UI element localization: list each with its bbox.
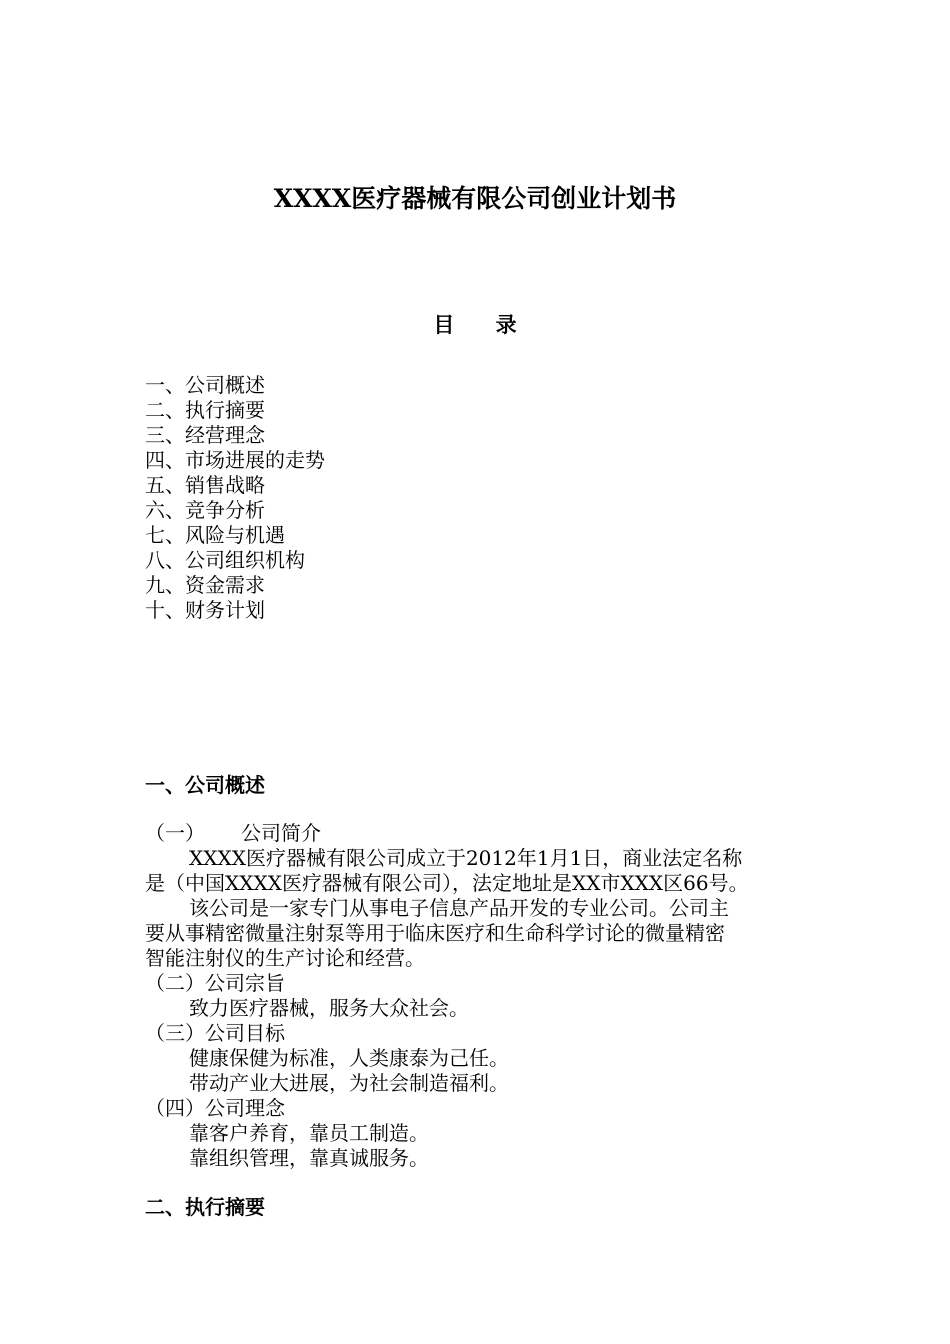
table-of-contents bbox=[145, 373, 325, 623]
section-heading-company-overview: 一、公司概述 bbox=[145, 773, 265, 797]
paragraph-line: 健康保健为标准，人类康泰为己任。 bbox=[189, 1046, 509, 1070]
section-heading-executive-summary: 二、执行摘要 bbox=[145, 1195, 265, 1219]
company-overview-body bbox=[145, 821, 810, 1171]
paragraph-line: 要从事精密微量注射泵等用于临床医疗和生命科学讨论的微量精密 bbox=[145, 921, 725, 945]
toc-item: 五、销售战略 bbox=[145, 473, 265, 497]
toc-item: 六、竞争分析 bbox=[145, 498, 265, 522]
toc-item: 三、经营理念 bbox=[145, 423, 265, 447]
toc-item: 二、执行摘要 bbox=[145, 398, 265, 422]
paragraph-line: 是（中国XXXX医疗器械有限公司），法定地址是XX市XXX区66号。 bbox=[145, 871, 749, 895]
paragraph-line: 智能注射仪的生产讨论和经营。 bbox=[145, 946, 425, 970]
subsection-title: 公司简介 bbox=[241, 821, 321, 845]
document-title: XXXX医疗器械有限公司创业计划书 bbox=[273, 184, 677, 213]
toc-item: 十、财务计划 bbox=[145, 598, 265, 622]
toc-item: 七、风险与机遇 bbox=[145, 523, 285, 547]
paragraph-line: 致力医疗器械，服务大众社会。 bbox=[189, 996, 469, 1020]
paragraph-line: 该公司是一家专门从事电子信息产品开发的专业公司。公司主 bbox=[189, 896, 729, 920]
toc-item: 一、公司概述 bbox=[145, 373, 265, 397]
subsection-company-purpose: （二）公司宗旨 bbox=[145, 971, 285, 995]
paragraph-line: 靠客户养育，靠员工制造。 bbox=[189, 1121, 429, 1145]
subsection-company-philosophy: （四）公司理念 bbox=[145, 1096, 285, 1120]
subsection-company-profile bbox=[145, 821, 810, 846]
subsection-company-goals: （三）公司目标 bbox=[145, 1021, 285, 1045]
subsection-number: （一） bbox=[145, 821, 205, 845]
toc-item: 八、公司组织机构 bbox=[145, 548, 305, 572]
paragraph-line: 靠组织管理，靠真诚服务。 bbox=[189, 1146, 429, 1170]
toc-heading: 目 录 bbox=[433, 312, 517, 337]
paragraph-line: 带动产业大进展，为社会制造福利。 bbox=[189, 1071, 509, 1095]
toc-item: 九、资金需求 bbox=[145, 573, 265, 597]
paragraph-line: XXXX医疗器械有限公司成立于2012年1月1日，商业法定名称 bbox=[189, 846, 743, 870]
toc-item: 四、市场进展的走势 bbox=[145, 448, 325, 472]
